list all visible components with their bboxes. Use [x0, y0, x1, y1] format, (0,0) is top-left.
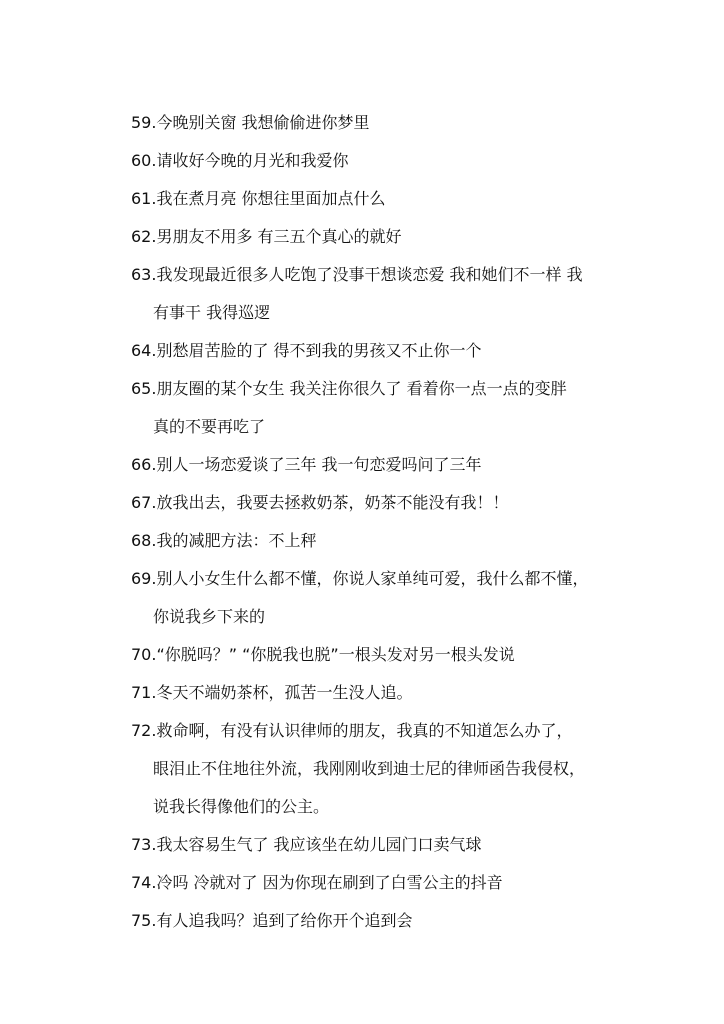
item-text-continued: 说我长得像他们的公主。 — [153, 797, 330, 816]
item-text-continued: 眼泪止不住地往外流，我刚刚收到迪士尼的律师函告我侵权， — [153, 759, 586, 778]
item-text-continued: 你说我乡下来的 — [153, 607, 266, 626]
list-item — [131, 256, 651, 332]
numbered-list — [131, 104, 651, 940]
list-item — [131, 104, 651, 142]
item-number: 70. — [131, 645, 157, 664]
item-text: 冷吗 冷就对了 因为你现在刷到了白雪公主的抖音 — [156, 873, 503, 892]
item-text: 今晚别关窗 我想偷偷进你梦里 — [156, 113, 370, 132]
item-text: 别愁眉苦脸的了 得不到我的男孩又不止你一个 — [156, 341, 482, 360]
item-text: 有人追我吗？追到了给你开个追到会 — [156, 911, 413, 930]
list-item — [131, 484, 651, 522]
list-item — [131, 636, 651, 674]
item-text: 朋友圈的某个女生 我关注你很久了 看着你一点一点的变胖 — [156, 379, 567, 398]
item-number: 67. — [131, 493, 157, 512]
list-item — [131, 446, 651, 484]
list-item — [131, 674, 651, 712]
item-number: 69. — [131, 569, 157, 588]
list-item — [131, 902, 651, 940]
item-text: 我在煮月亮 你想往里面加点什么 — [156, 189, 386, 208]
list-item — [131, 332, 651, 370]
list-item — [131, 370, 651, 446]
item-number: 65. — [131, 379, 157, 398]
item-text-continued: 有事干 我得巡逻 — [153, 303, 271, 322]
item-number: 71. — [131, 683, 157, 702]
item-text: 请收好今晚的月光和我爱你 — [156, 151, 349, 170]
item-text: 救命啊，有没有认识律师的朋友，我真的不知道怎么办了， — [156, 721, 573, 740]
item-number: 74. — [131, 873, 157, 892]
item-number: 73. — [131, 835, 157, 854]
list-item — [131, 712, 651, 826]
item-number: 64. — [131, 341, 157, 360]
item-text: 我发现最近很多人吃饱了没事干想谈恋爱 我和她们不一样 我 — [156, 265, 583, 284]
item-text: 别人一场恋爱谈了三年 我一句恋爱吗问了三年 — [156, 455, 482, 474]
item-number: 72. — [131, 721, 157, 740]
item-number: 61. — [131, 189, 157, 208]
item-number: 59. — [131, 113, 157, 132]
item-text: 放我出去，我要去拯救奶茶，奶茶不能没有我！！ — [156, 493, 509, 512]
list-item — [131, 864, 651, 902]
list-item — [131, 560, 651, 636]
item-text: 冬天不端奶茶杯，孤苦一生没人追。 — [156, 683, 413, 702]
item-number: 63. — [131, 265, 157, 284]
item-text: 我的减肥方法：不上秤 — [156, 531, 317, 550]
item-text: “你脱吗？” “你脱我也脱”一根头发对另一根头发说 — [156, 645, 515, 664]
item-text-continued: 真的不要再吃了 — [153, 417, 266, 436]
item-number: 62. — [131, 227, 157, 246]
item-number: 66. — [131, 455, 157, 474]
item-text: 别人小女生什么都不懂，你说人家单纯可爱，我什么都不懂， — [156, 569, 589, 588]
item-number: 68. — [131, 531, 157, 550]
item-number: 75. — [131, 911, 157, 930]
list-item — [131, 218, 651, 256]
list-item — [131, 522, 651, 560]
item-text: 男朋友不用多 有三五个真心的就好 — [156, 227, 402, 246]
list-item — [131, 180, 651, 218]
list-item — [131, 826, 651, 864]
list-item — [131, 142, 651, 180]
item-number: 60. — [131, 151, 157, 170]
item-text: 我太容易生气了 我应该坐在幼儿园门口卖气球 — [156, 835, 482, 854]
